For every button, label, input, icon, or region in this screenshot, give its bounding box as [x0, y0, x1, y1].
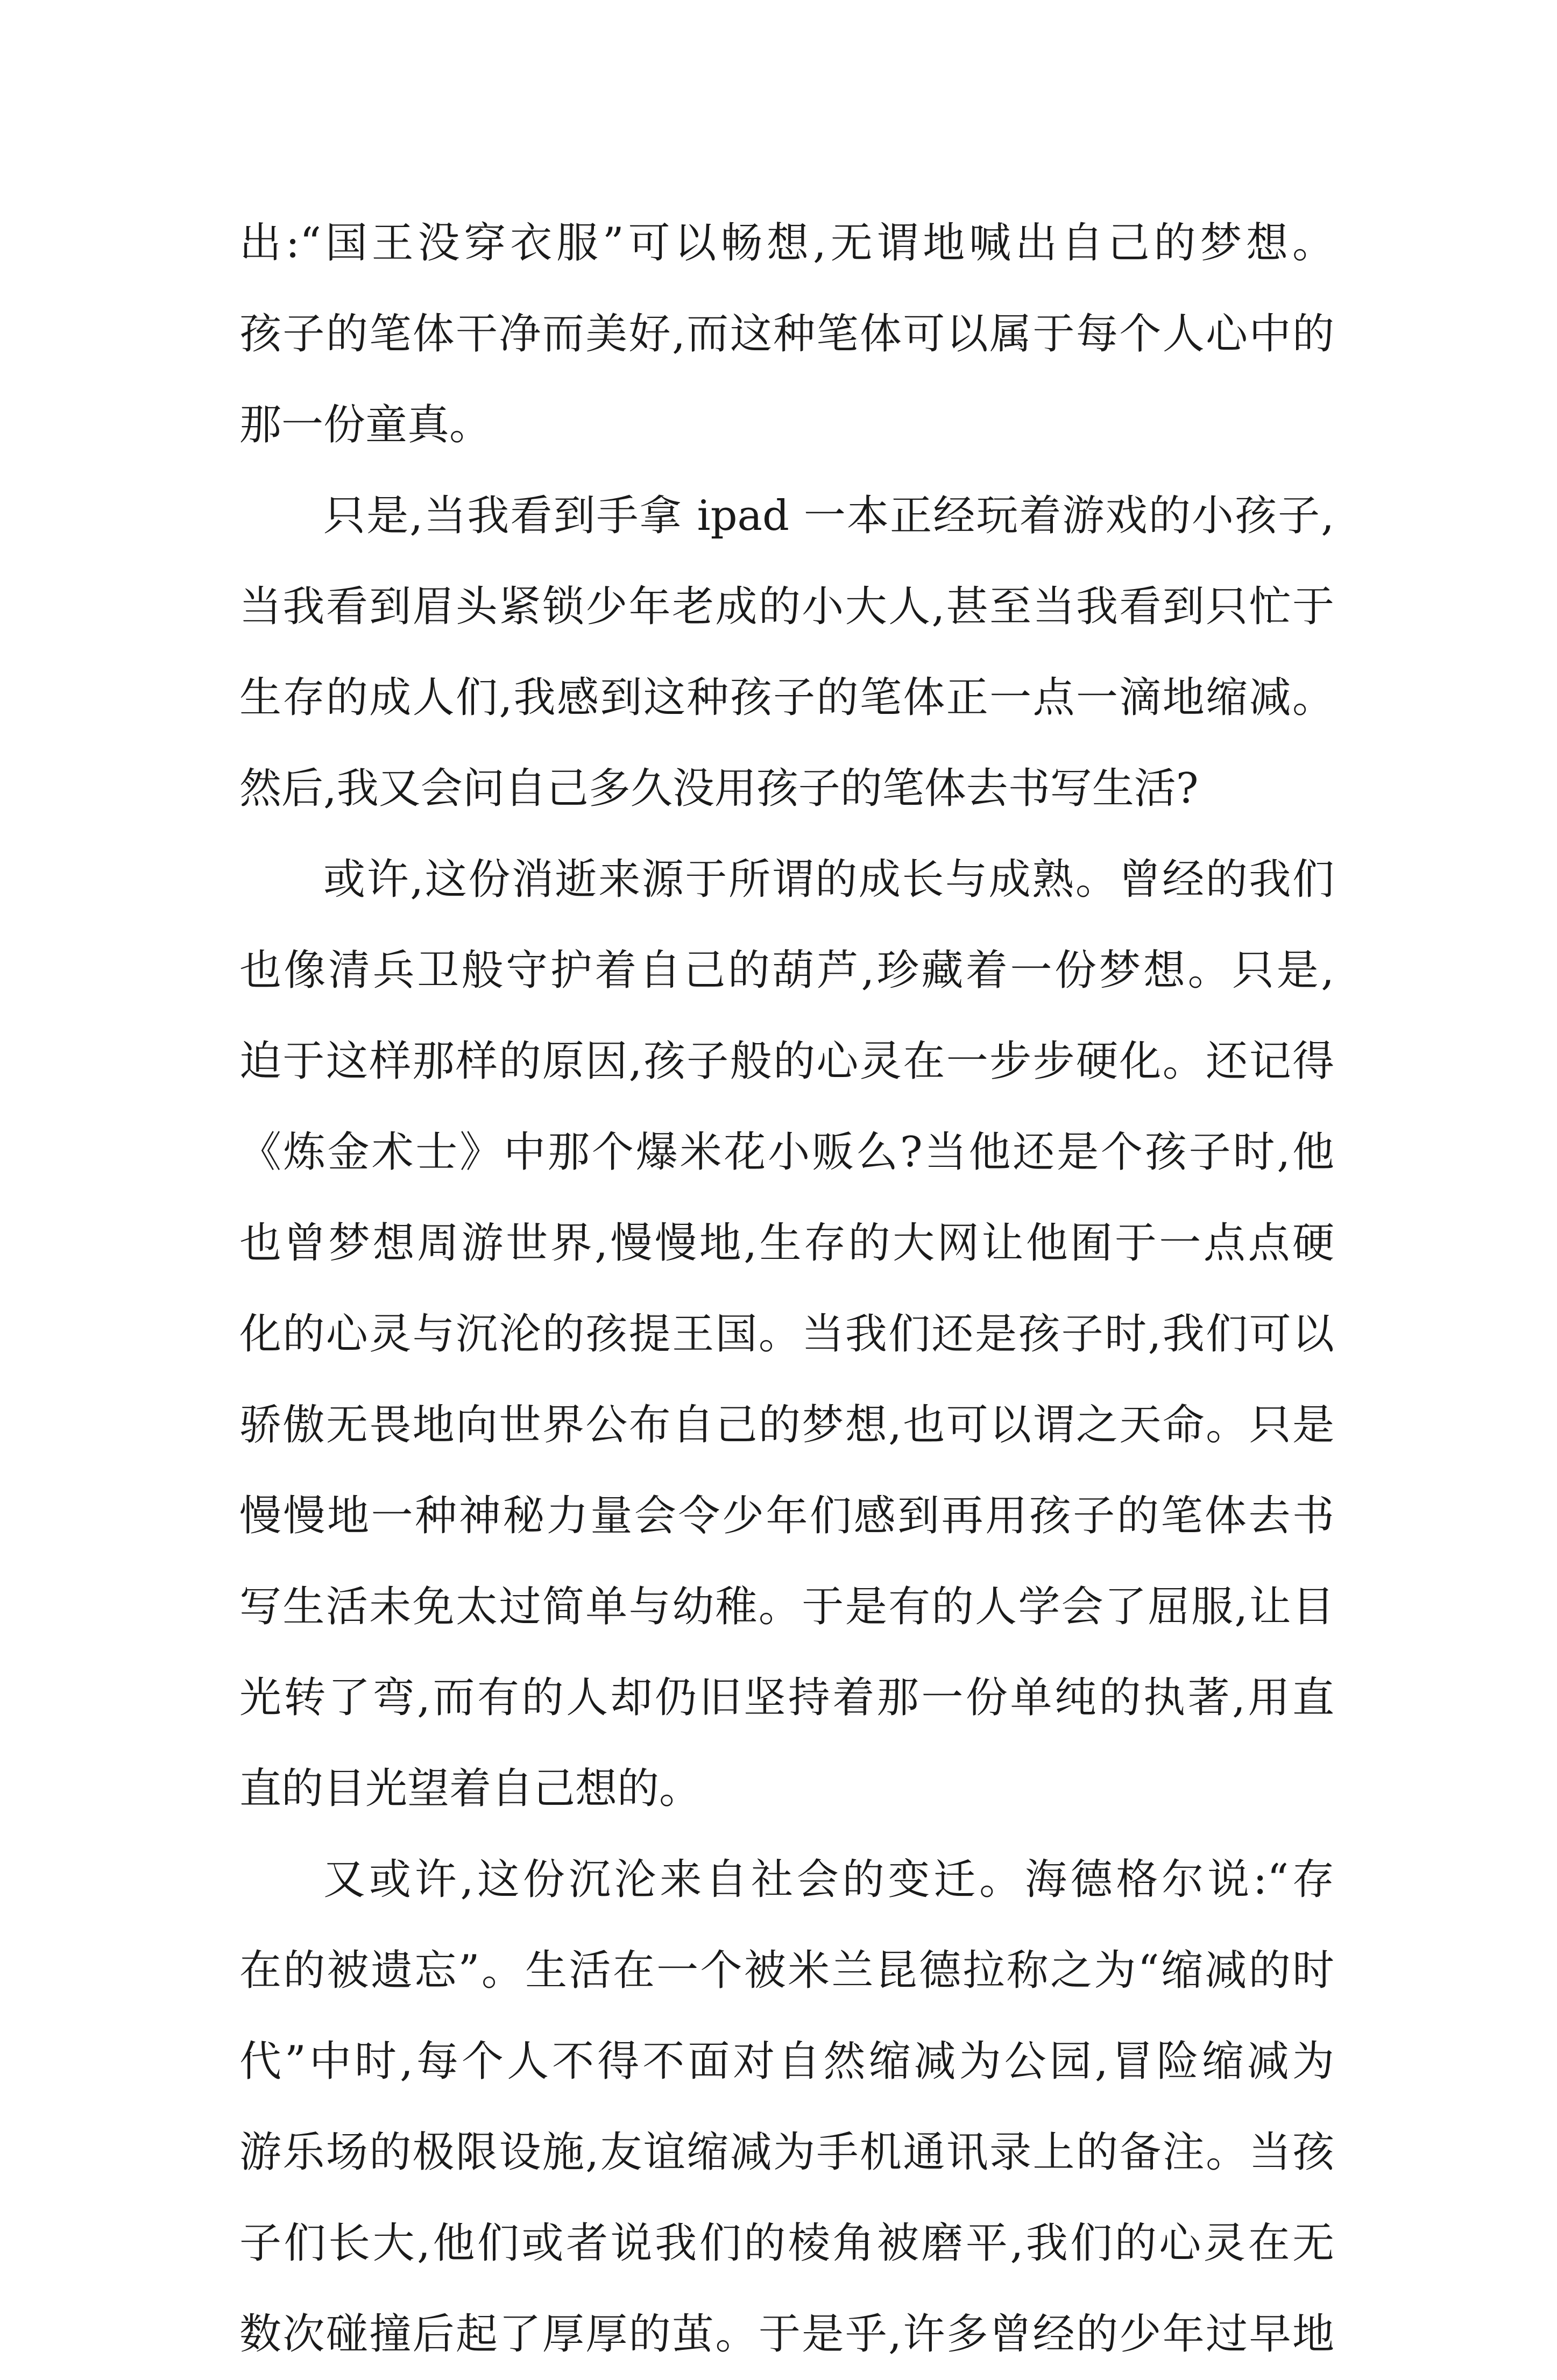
- text-line: 游乐场的极限设施,友谊缩减为手机通讯录上的备注。当孩: [239, 2128, 1334, 2177]
- text-line: 只是,当我看到手拿 ipad 一本正经玩着游戏的小孩子,: [323, 492, 1334, 540]
- text-line: 《炼金术士》中那个爆米花小贩么?当他还是个孩子时,他: [239, 1128, 1334, 1177]
- text-line: 直的目光望着自己想的。: [239, 1765, 702, 1813]
- text-line: 或许,这份消逝来源于所谓的成长与成熟。曾经的我们: [323, 855, 1334, 904]
- text-line: 当我看到眉头紧锁少年老成的小大人,甚至当我看到只忙于: [239, 583, 1334, 631]
- text-line: 也像清兵卫般守护着自己的葫芦,珍藏着一份梦想。只是,: [239, 946, 1334, 995]
- text-line: 慢慢地一种神秘力量会令少年们感到再用孩子的笔体去书: [239, 1492, 1334, 1540]
- text-line: 出:“国王没穿衣服”可以畅想,无谓地喊出自己的梦想。: [239, 219, 1334, 267]
- text-line: 在的被遗忘”。生活在一个被米兰昆德拉称之为“缩减的时: [239, 1946, 1334, 1995]
- text-line: 化的心灵与沉沦的孩提王国。当我们还是孩子时,我们可以: [239, 1310, 1334, 1358]
- text-line: 代”中时,每个人不得不面对自然缩减为公园,冒险缩减为: [239, 2037, 1334, 2086]
- text-line: 生存的成人们,我感到这种孩子的笔体正一点一滴地缩减。: [239, 674, 1334, 722]
- text-line: 又或许,这份沉沦来自社会的变迁。海德格尔说:“存: [323, 1855, 1334, 1904]
- text-line: 孩子的笔体干净而美好,而这种笔体可以属于每个人心中的: [239, 310, 1334, 358]
- text-line: 骄傲无畏地向世界公布自己的梦想,也可以谓之天命。只是: [239, 1401, 1334, 1449]
- text-line: 也曾梦想周游世界,慢慢地,生存的大网让他囿于一点点硬: [239, 1219, 1334, 1267]
- text-line: 然后,我又会问自己多久没用孩子的笔体去书写生活?: [239, 764, 1199, 813]
- text-line: 迫于这样那样的原因,孩子般的心灵在一步步硬化。还记得: [239, 1037, 1334, 1086]
- text-line: 光转了弯,而有的人却仍旧坚持着那一份单纯的执著,用直: [239, 1674, 1334, 1722]
- text-line: 写生活未免太过简单与幼稚。于是有的人学会了屈服,让目: [239, 1583, 1334, 1631]
- essay-body: [239, 198, 1334, 2380]
- text-line: 数次碰撞后起了厚厚的茧。于是乎,许多曾经的少年过早地: [239, 2310, 1334, 2358]
- text-line: 子们长大,他们或者说我们的棱角被磨平,我们的心灵在无: [239, 2219, 1334, 2268]
- text-line: 那一份童真。: [239, 401, 492, 449]
